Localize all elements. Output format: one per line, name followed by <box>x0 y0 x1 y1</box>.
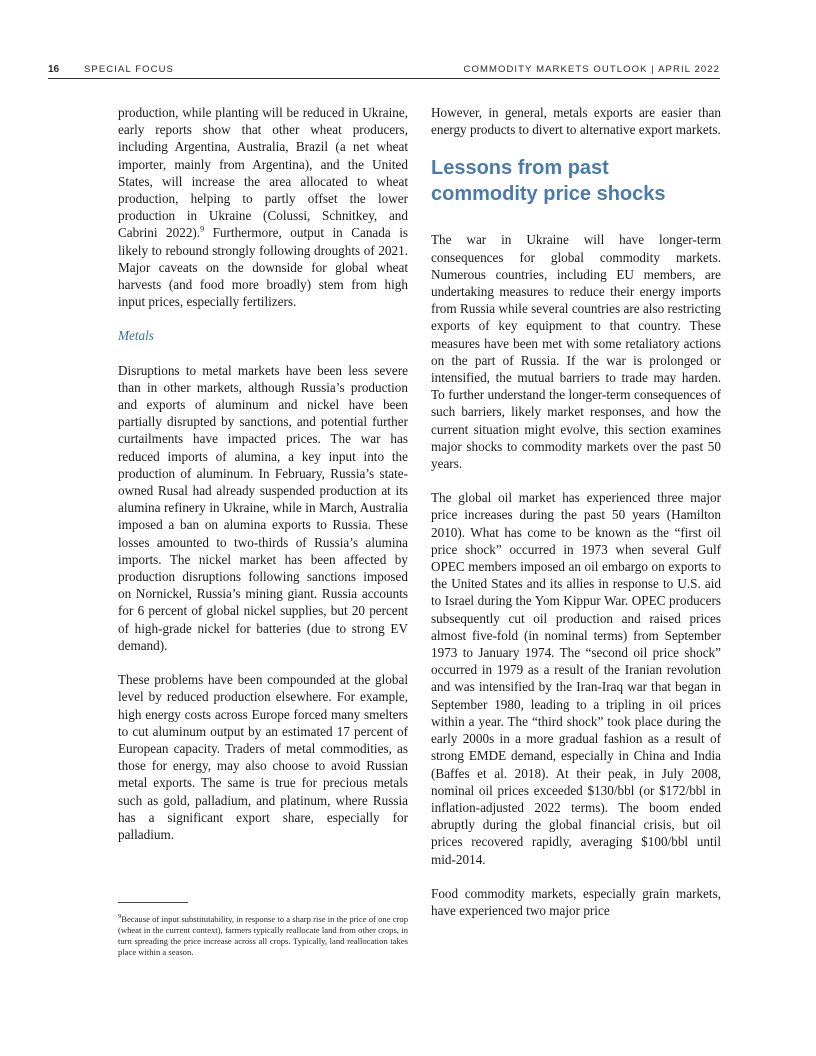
body-paragraph: Food commodity markets, especially grain markets, have experienced two major price <box>431 885 721 918</box>
body-paragraph: The global oil market has experienced three major price increases during the past 50 years (Hamilton 2010). What has come to be known as the “first oil price shock” occurred in 1973 when several Gulf OPEC members imposed an oil embargo on exports to the United States and its allies in response to U.S. aid to Israel during the Yom Kippur War. OPEC producers subsequently cut oil production and raised prices almost five-fold (in nominal terms) from September 1973 to January 1974. The “second oil price shock” occurred in 1979 as a result of the Iranian revolution and was intensified by the Iran-Iraq war that began in September 1980, leading to a tripling in oil prices within a year. The “third shock” took place during the early 2000s in a more gradual fashion as a result of strong EMDE demand, especially in China and India (Baffes et al. 2018). At their peak, in July 2008, nominal oil prices exceeded $130/bbl (or $172/bbl in inflation-adjusted 2022 terms). The boom ended abruptly during the global financial crisis, but oil prices recovered rapidly, averaging $100/bbl until mid-2014. <box>431 490 721 867</box>
body-paragraph <box>118 104 408 310</box>
right-column <box>431 104 721 919</box>
body-paragraph: These problems have been compounded at the global level by reduced production elsewhere. For example, high energy costs across Europe forced many smelters to cut aluminum output by an estimated 17 percent of European capacity. Traders of metal commodities, as those for energy, may also choose to avoid Russian metal exports. The same is true for precious metals such as gold, palladium, and platinum, where Russia has a significant export share, especially for palladium. <box>118 672 408 842</box>
footnote-text: Because of input substitutability, in response to a sharp rise in the price of one crop (wheat in the current context), farmers typically reallocate land from other crops, in turn spreading the price increase across all crops. Typically, land reallocation takes place within a season. <box>118 914 408 957</box>
footnote-number: 9 <box>118 913 122 921</box>
body-paragraph: Disruptions to metal markets have been less severe than in other markets, although Russia’s production and exports of aluminum and nickel have been partially disrupted by sanctions, and potential further curtailments have impacted prices. The war has reduced imports of alumina, a key input into the production of aluminum. In February, Russia’s state-owned Rusal had already suspended production at its alumina refinery in Ukraine, while in March, Australia imposed a ban on alumina exports to Russia. These losses amounted to two-thirds of Russia’s alumina imports. The nickel market has been affected by production disruptions following sanctions imposed on Nornickel, Russia’s mining giant. Russia accounts for 6 percent of global nickel supplies, but 20 percent of high-grade nickel for batteries (due to strong EV demand). <box>118 362 408 653</box>
paragraph-text: production, while planting will be reduced in Ukraine, early reports show that other wheat producers, including Argentina, Australia, Brazil (a net wheat importer, mainly from Argentina), and the United States, will increase the area allocated to wheat production, helping to partly offset the lower production in Ukraine (Colussi, Schnitkey, and Cabrini 2022). <box>118 105 408 241</box>
header-divider <box>48 78 720 79</box>
footnote <box>118 914 408 958</box>
footnote-divider <box>118 902 188 903</box>
paragraph-text-continued: Furthermore, output in Canada is likely to rebound strongly following droughts of 2021. Major caveats on the downside for global wheat harvests (and food more broadly) stem from high input prices, especially fertilizers. <box>118 225 409 310</box>
metals-subheading: Metals <box>118 328 154 344</box>
section-heading: Lessons from past commodity price shocks <box>431 157 666 206</box>
left-column <box>118 104 408 843</box>
body-paragraph: The war in Ukraine will have longer-term consequences for global commodity markets. Numerous countries, including EU members, are undertaking measures to reduce their energy imports from Russia while several countries are also restricting exports of key equipment to that country. These measures have been met with some retaliatory actions on the part of Russia. If the war is prolonged or intensified, the mutual barriers to trade may harden. To further understand the longer-term consequences of such barriers, likely market responses, and how the current situation might evolve, this section examines major shocks to commodity markets over the past 50 years. <box>431 232 721 472</box>
footnote-reference[interactable]: 9 <box>200 225 205 235</box>
body-paragraph: However, in general, metals exports are easier than energy products to divert to alternative export markets. <box>431 105 721 138</box>
page-number: 16 <box>48 64 60 75</box>
publication-title: COMMODITY MARKETS OUTLOOK | APRIL 2022 <box>463 64 720 75</box>
section-label: SPECIAL FOCUS <box>84 64 174 75</box>
